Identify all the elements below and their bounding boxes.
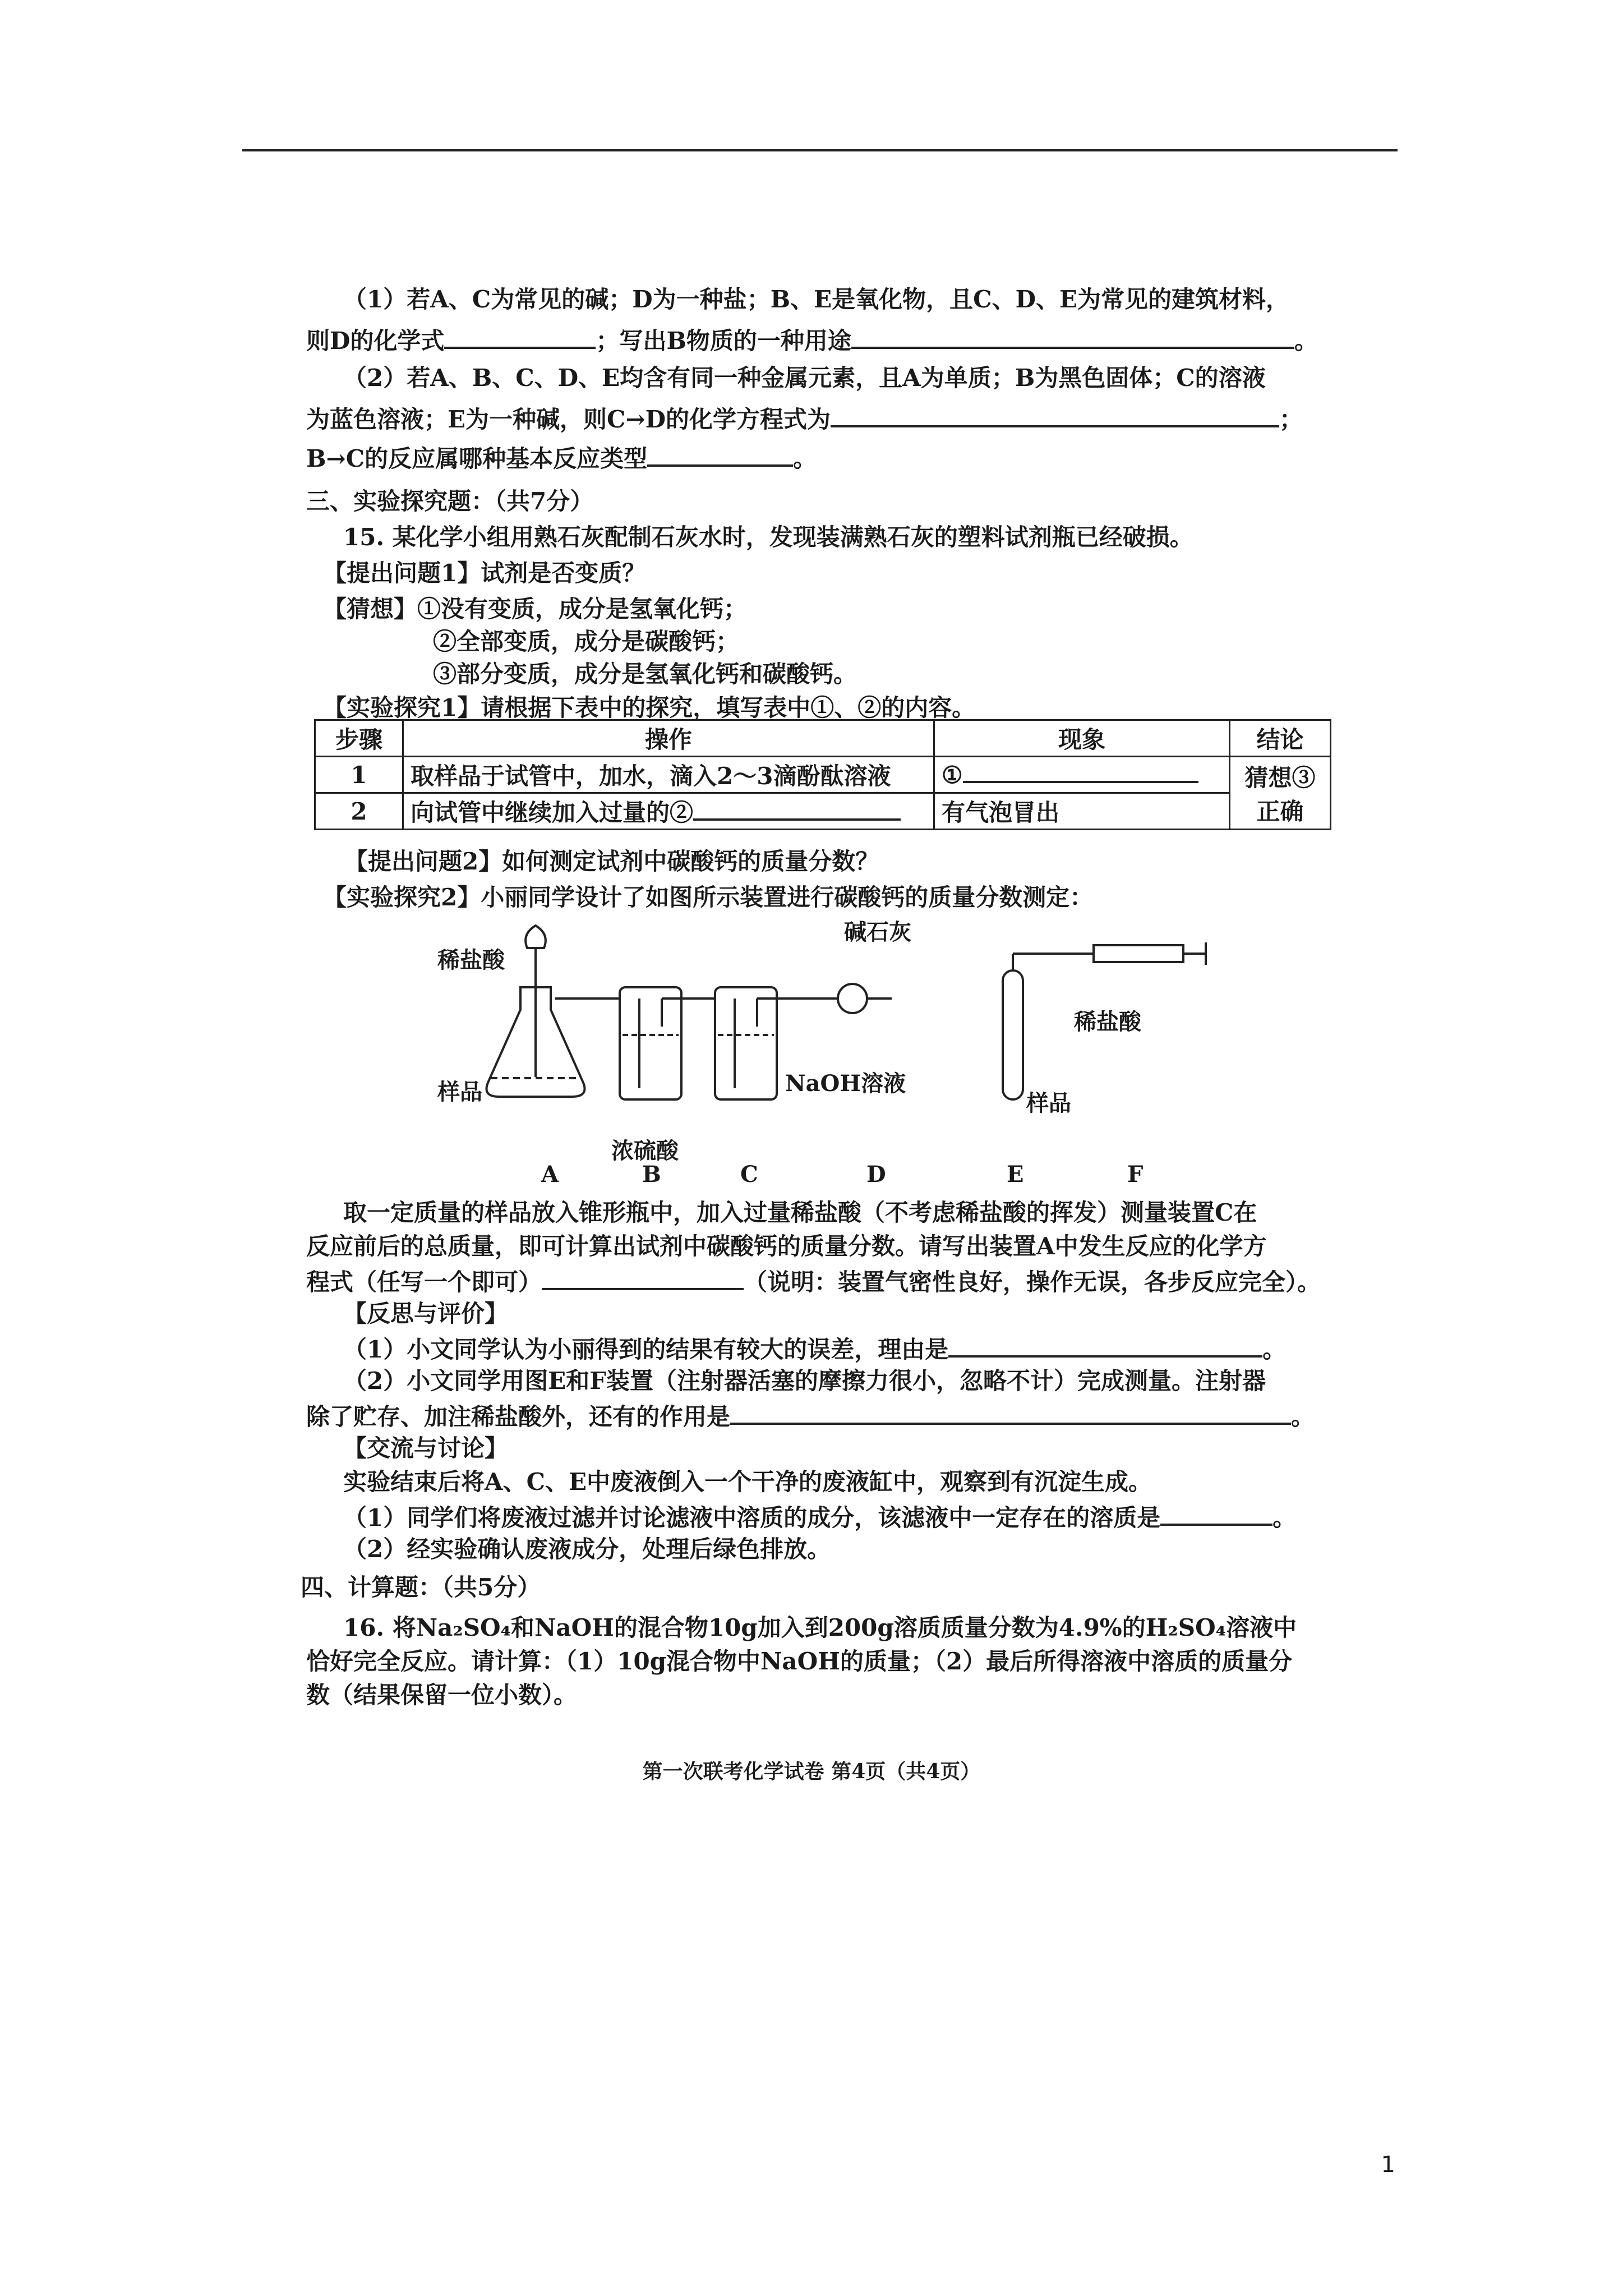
answer-blank[interactable] (693, 799, 901, 821)
answer-blank[interactable] (647, 442, 793, 467)
reflection-2-line1: （2）小文同学用图E和F装置（注射器活塞的摩擦力很小，忽略不计）完成测量。注射器 (343, 1367, 1266, 1395)
table-header-row (315, 720, 1331, 757)
question-1: 【提出问题1】试剂是否变质？ (323, 559, 646, 587)
label-c: C (740, 1161, 758, 1188)
phenomenon-cell: ① (934, 757, 1230, 793)
q15-intro: 15. 某化学小组用熟石灰配制石灰水时，发现装满熟石灰的塑料试剂瓶已经破损。 (343, 523, 1193, 551)
label-sample: 样品 (437, 1079, 482, 1105)
procedure-line3: 程式（任写一个即可） （说明：装置气密性良好，操作无误，各步反应完全）。 (306, 1266, 1321, 1297)
q16-line2: 恰好完全反应。请计算：（1）10g混合物中NaOH的质量；（2）最后所得溶液中溶质的质量分 (306, 1648, 1293, 1675)
label-sample-e: 样品 (1026, 1090, 1071, 1116)
header-operation: 操作 (403, 720, 934, 757)
apparatus-drawing (426, 914, 1211, 1178)
top-rule (242, 149, 1398, 151)
experiment-table (314, 719, 1331, 830)
section-3-heading: 三、实验探究题：（共7分） (306, 487, 594, 515)
q14-part2-line3: B→C的反应属哪种基本反应类型 。 (306, 442, 817, 473)
answer-blank[interactable] (444, 324, 596, 349)
reflection-1: （1）小文同学认为小丽得到的结果有较大的误差，理由是 。 (343, 1333, 1286, 1364)
exploration-2: 【实验探究2】小丽同学设计了如图所示装置进行碳酸钙的质量分数测定： (323, 884, 1094, 911)
label-a: A (541, 1161, 559, 1188)
reflection-2-line2: 除了贮存、加注稀盐酸外，还有的作用是 。 (306, 1400, 1315, 1432)
header-phenomenon: 现象 (934, 720, 1230, 757)
procedure-line1: 取一定质量的样品放入锥形瓶中，加入过量稀盐酸（不考虑稀盐酸的挥发）测量装置C在 (343, 1199, 1257, 1226)
label-e: E (1007, 1161, 1024, 1188)
reflection-heading: 【反思与评价】 (343, 1300, 509, 1327)
label-acid: 稀盐酸 (437, 947, 505, 973)
answer-blank[interactable] (963, 762, 1198, 783)
q14-part1-line2: 则D的化学式 ；写出B物质的一种用途 。 (306, 324, 1318, 356)
hypothesis-3: ③部分变质，成分是氢氧化钙和碳酸钙。 (433, 660, 857, 688)
discussion-1: （1）同学们将废液过滤并讨论滤液中溶质的成分，该滤液中一定存在的溶质是 。 (343, 1501, 1296, 1533)
separatory-funnel (525, 926, 546, 948)
answer-blank[interactable] (851, 324, 1294, 349)
step-cell: 2 (315, 793, 403, 830)
q14-part2-line1: （2）若A、B、C、D、E均含有同一种金属元素，且A为单质；B为黑色固体；C的溶液 (343, 364, 1266, 392)
step-cell: 1 (315, 757, 403, 793)
header-conclusion: 结论 (1230, 720, 1331, 757)
hypothesis-2: ②全部变质，成分是碳酸钙； (433, 628, 740, 655)
header-step: 步骤 (315, 720, 403, 757)
syringe-f (1094, 945, 1183, 962)
table-row (315, 793, 1331, 830)
label-h2so4: 浓硫酸 (611, 1138, 679, 1164)
label-f: F (1127, 1161, 1144, 1188)
page-number: 1 (1381, 2152, 1395, 2178)
q16-line1: 16. 将Na₂SO₄和NaOH的混合物10g加入到200g溶质质量分数为4.9%的H₂SO₄溶液中 (343, 1614, 1297, 1641)
operation-cell: 取样品于试管中，加水，滴入2～3滴酚酞溶液 (403, 757, 934, 793)
question-2: 【提出问题2】如何测定试剂中碳酸钙的质量分数？ (344, 848, 879, 875)
q14-part1-line1: （1）若A、C为常见的碱；D为一种盐；B、E是氧化物，且C、D、E为常见的建筑材料， (343, 286, 1290, 313)
page-footer: 第一次联考化学试卷 第4页（共4页） (642, 1760, 981, 1783)
apparatus-diagram (426, 914, 1211, 1188)
exploration-1: 【实验探究1】请根据下表中的探究，填写表中①、②的内容。 (323, 694, 976, 721)
label-naoh: NaOH溶液 (785, 1070, 906, 1097)
answer-blank[interactable] (831, 403, 1279, 427)
answer-blank[interactable] (948, 1333, 1262, 1358)
q16-line3: 数（结果保留一位小数）。 (306, 1681, 578, 1709)
operation-cell: 向试管中继续加入过量的② (403, 793, 934, 830)
conclusion-cell: 猜想③正确 (1230, 757, 1331, 830)
procedure-line2: 反应前后的总质量，即可计算出试剂中碳酸钙的质量分数。请写出装置A中发生反应的化学方 (306, 1232, 1267, 1260)
bottle-b (620, 987, 681, 1099)
phenomenon-cell: 有气泡冒出 (934, 793, 1230, 830)
hypothesis-1: 【猜想】①没有变质，成分是氢氧化钙； (323, 595, 748, 623)
table-row (315, 757, 1331, 793)
test-tube-e (1003, 970, 1023, 1099)
discussion-2: （2）经实验确认废液成分，处理后绿色排放。 (343, 1535, 831, 1563)
discussion-heading: 【交流与讨论】 (343, 1434, 509, 1462)
answer-blank[interactable] (730, 1400, 1291, 1425)
answer-blank[interactable] (542, 1266, 744, 1290)
q14-part2-line2: 为蓝色溶液；E为一种碱，则C→D的化学方程式为 ； (306, 403, 1303, 434)
label-b: B (642, 1161, 661, 1188)
label-d: D (866, 1161, 886, 1188)
drying-tube-d (838, 984, 867, 1013)
label-soda-lime: 碱石灰 (844, 919, 911, 945)
section-4-heading: 四、计算题：（共5分） (301, 1573, 541, 1601)
label-acid-f: 稀盐酸 (1074, 1009, 1141, 1035)
discussion-intro: 实验结束后将A、C、E中废液倒入一个干净的废液缸中，观察到有沉淀生成。 (343, 1468, 1152, 1496)
bottle-c (715, 987, 777, 1099)
answer-blank[interactable] (1160, 1501, 1272, 1526)
